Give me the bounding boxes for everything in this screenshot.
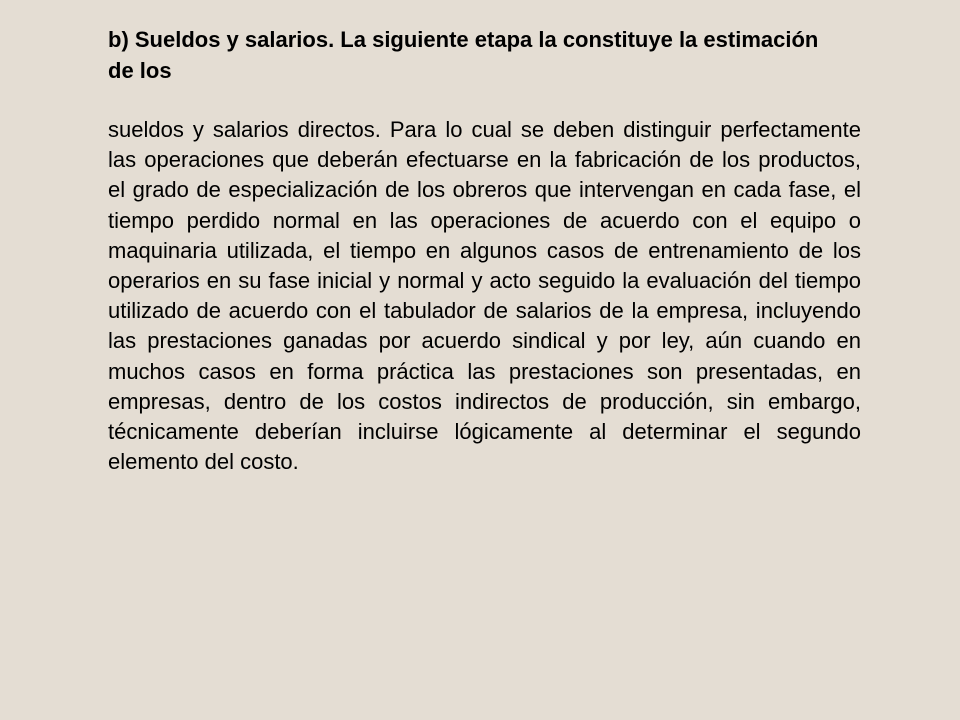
body-paragraph: sueldos y salarios directos. Para lo cual se deben distinguir perfectamente las operaciones que deberán efectuarse en la fabricación de los productos, el grado de especialización de los obreros que intervengan en cada fase, el tiempo perdido normal en las operaciones de acuerdo con el equipo o maquinaria utilizada, el tiempo en algunos casos de entrenamiento de los operarios en su fase inicial y normal y acto seguido la evaluación del tiempo utilizado de acuerdo con el tabulador de salarios de la empresa, incluyendo las prestaciones ganadas por acuerdo sindical y por ley, aún cuando en muchos casos en forma práctica las prestaciones son presentadas, en empresas, dentro de los costos indirectos de producción, sin embargo, técnicamente deberían incluirse lógicamente al determinar el segundo elemento del costo. <box>108 117 861 475</box>
section-heading: b) Sueldos y salarios. La siguiente etapa la constituye la estimación de los <box>108 27 819 83</box>
